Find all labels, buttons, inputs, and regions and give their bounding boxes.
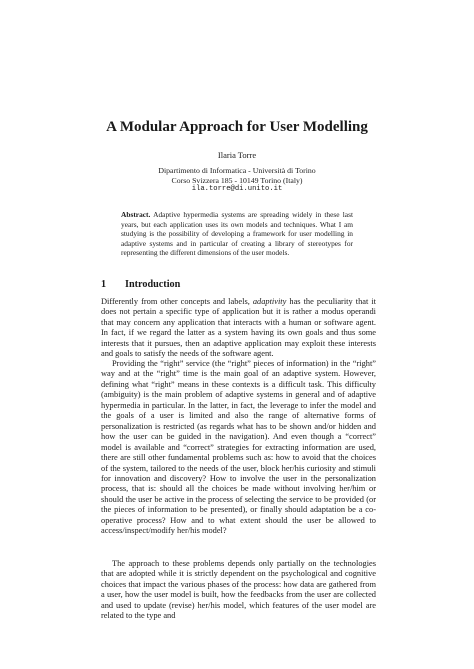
p1-emphasis: adaptivity — [252, 297, 287, 306]
abstract-label: Abstract. — [121, 210, 151, 219]
p1-text-end: has the peculiarity that it does not pertain a specific type of application but it is rather a modus operandi that may concern any application that interacts with a human or software agent. In fact, if we regard the latter as a system having its own goals and thus some interests that it pursues, then an adaptive application may exploit these interests and goals to satisfy the needs of the software agent. — [101, 297, 376, 359]
affiliation-address: Corso Svizzera 185 - 10149 Torino (Italy) — [171, 175, 303, 185]
intro-paragraph-3: The approach to these problems depends only partially on the technologies that are adopted while it is strictly dependent on the psychological and cognitive choices that impact the various phases of the process: how data are gathered from a user, how the user model is built, how the feedbacks from the user are collected and used to update (revise) her/his model, which features of the user model are related to the type and — [101, 559, 376, 621]
abstract-text: Adaptive hypermedia systems are spreading widely in these last years, but each application uses its own models and techniques. What I am studying is the possibility of developing a framework for user modelling in adaptive systems and in particular of creating a library of stereotypes for representing the different dimensions of the user models. — [121, 210, 353, 257]
paper-title: A Modular Approach for User Modelling — [106, 119, 368, 135]
intro-paragraph-2: Providing the “right” service (the “right” pieces of information) in the “right” way and at the “right” time is the main goal of an adaptive system. However, defining what “right” means in these contexts is a difficult task. This difficulty (ambiguity) is the main problem of adaptive systems in general and of adaptive hypermedia in particular. In the latter, in fact, the leverage to infer the model and the goals of a user is limited and also the range of alternative forms of personalization is restricted (as regards what has to be shown and/or hidden and how the user can be guided in the navigation). And even though a “correct” model is available and “correct” strategies for extracting information are used, there are still other fundamental problems such as: how to avoid that the choices of the system, tailored to the needs of the user, block her/his curiosity and stimuli for innovation and discovery? How to involve the user in the personalization process, that is: should all the choices be made without involving her/him or should the user be active in the process of selecting the service to be provided (or the pieces of information to be presented), or finally should adaptation be a co-operative process? How and to what extent should the user be allowed to access/inspect/modify her/his model? — [101, 359, 376, 536]
p1-text-start: Differently from other concepts and labels, — [101, 297, 253, 306]
abstract — [121, 210, 353, 258]
affiliation-department: Dipartimento di Informatica - Università di Torino — [158, 166, 316, 175]
author-name: Ilaria Torre — [217, 150, 257, 160]
section-number: 1 — [101, 279, 107, 290]
section-heading — [101, 279, 180, 291]
author-email[interactable]: ila.torre@di.unito.it — [191, 185, 283, 194]
author-affiliation — [0, 166, 474, 195]
intro-paragraph-1 — [101, 297, 376, 360]
section-title: Introduction — [125, 279, 181, 290]
